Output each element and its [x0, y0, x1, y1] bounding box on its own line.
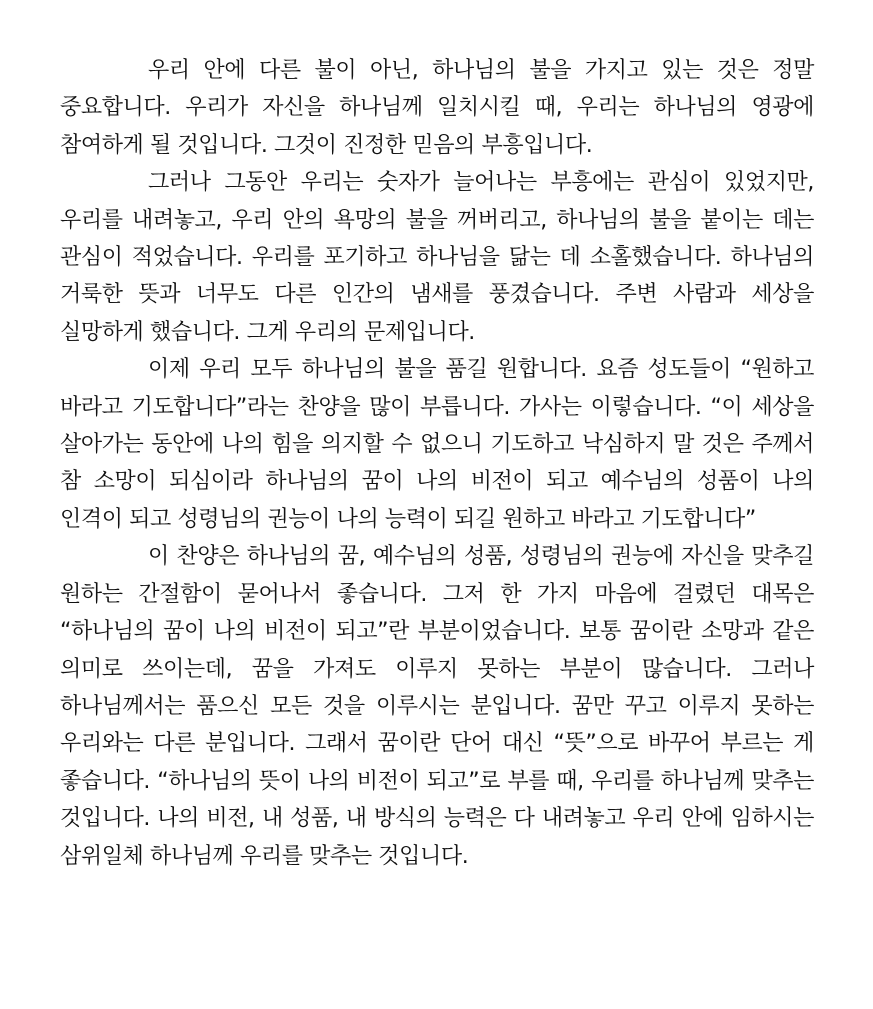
paragraph-4: 이 찬양은 하나님의 꿈, 예수님의 성품, 성령님의 권능에 자신을 맞추길 원하는 간절함이 묻어나서 좋습니다. 그저 한 가지 마음에 걸렸던 대목은 “하나님의 꿈이 나의 비전이 되고”란 부분이었습니다. 보통 꿈이란 소망과 같은 의미로 쓰이는데, 꿈을 가져도 이루지 못하는 부분이 많습니다. 그러나 하나님께서는 품으신 모든 것을 이루시는 분입니다. 꿈만 꾸고 이루지 못하는 우리와는 다른 분입니다. 그래서 꿈이란 단어 대신 “뜻”으로 바꾸어 부르는 게 좋습니다. “하나님의 뜻이 나의 비전이 되고”로 부를 때, 우리를 하나님께 맞추는 것입니다. 나의 비전, 내 성품, 내 방식의 능력은 다 내려놓고 우리 안에 임하시는 삼위일체 하나님께 우리를 맞추는 것입니다. — [60, 544, 814, 869]
paragraph-2: 그러나 그동안 우리는 숫자가 늘어나는 부흥에는 관심이 있었지만, 우리를 내려놓고, 우리 안의 욕망의 불을 꺼버리고, 하나님의 불을 붙이는 데는 관심이 적었습니다. 우리를 포기하고 하나님을 닮는 데 소홀했습니다. 하나님의 거룩한 뜻과 너무도 다른 인간의 냄새를 풍겼습니다. 주변 사람과 세상을 실망하게 했습니다. 그게 우리의 문제입니다. — [60, 170, 814, 345]
paragraph-3: 이제 우리 모두 하나님의 불을 품길 원합니다. 요즘 성도들이 “원하고 바라고 기도합니다”라는 찬양을 많이 부릅니다. 가사는 이렇습니다. “이 세상을 살아가는 동안에 나의 힘을 의지할 수 없으니 기도하고 낙심하지 말 것은 주께서 참 소망이 되심이라 하나님의 꿈이 나의 비전이 되고 예수님의 성품이 나의 인격이 되고 성령님의 권능이 나의 능력이 되길 원하고 바라고 기도합니다” — [60, 357, 814, 532]
paragraph-1: 우리 안에 다른 불이 아닌, 하나님의 불을 가지고 있는 것은 정말 중요합니다. 우리가 자신을 하나님께 일치시킬 때, 우리는 하나님의 영광에 참여하게 될 것입니다. 그것이 진정한 믿음의 부흥입니다. — [60, 58, 814, 158]
document-body — [60, 52, 814, 875]
